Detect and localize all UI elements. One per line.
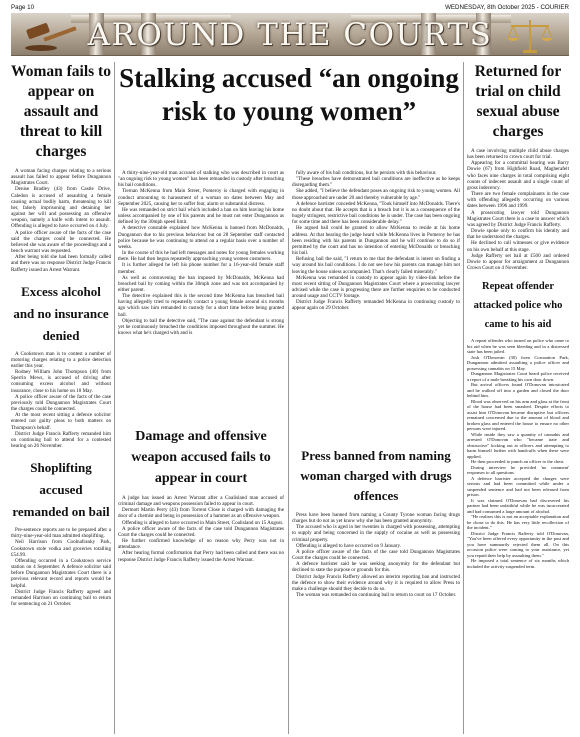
paragraph: As well as contravening the ban imposed by McDonalds, McKenna had breached bail by coming within the 30mph zone and was not accompanied by either parent.	[118, 274, 284, 293]
paragraph: "He realises this is not an acceptable explanation and he chose to do this. He has very little recollection of the incident."	[467, 514, 569, 531]
page-number: Page 10	[11, 4, 35, 11]
column-rule	[288, 228, 289, 734]
headline-woman-fails: Woman fails to appear on assault and threat to kill charges	[11, 63, 111, 160]
paragraph: He imposed a total sentence of six months which included the activity suspended term.	[467, 558, 569, 569]
stalking-column-right	[292, 170, 460, 312]
paragraph: There are two female complainants in the case with offending allegedly occurring on various dates between 1996 and 1999.	[467, 191, 569, 210]
headline-stalking: Stalking accused “an ongoing risk to young women”	[119, 63, 459, 126]
paragraph: fully aware of his bail conditions, but he persists with this behaviour.	[296, 170, 437, 176]
paragraph: Rodney William John Thompson (40) from Sperrin Mews, is accused of driving after consuming excess alcohol and without insurance, close to his home on 18 May.	[11, 369, 111, 394]
paragraph: The detective explained this is the second time McKenna has breached bail having allegedly tried to repeatedly contact a young female around six months ago which saw him remanded in custody for a short time before being granted bail.	[118, 293, 284, 318]
paragraph: A defence barrister said he was seeking anonymity for the defendant but declined to state the purpose or grounds for this.	[292, 561, 460, 574]
paragraph: Dowie spoke only to confirm his identity and that he understood the charges.	[467, 228, 569, 241]
article-body-excess	[11, 351, 111, 450]
paragraph: He argued bail could be granted to allow McKenna to reside at his home address. At that hearing the judge heard while McKenna lives in Pomeroy he has been residing with his parents in Dungannon and he will continue to do so if permitted by the court and has no intention of entering McDonalds or breaching his bail.	[292, 225, 460, 257]
column-rule	[463, 62, 464, 734]
paragraph: District Judge Francis Rafferty remanded McKenna in continuing custody to appear again on 29 October.	[292, 299, 460, 312]
paragraph: A Cookstown man is to contest a number of motoring charges relating to a police detection earlier this year.	[11, 350, 111, 369]
paragraph: A defence barrister conceded McKenna, "Took himself into McDonalds. There's no doubt about that. He accepts that is a breach but it is as a consequence of the hugely stringent, restrictive bail conditions he is under. The case has been ongoing for some time and there has been considerable delay."	[292, 200, 460, 226]
paragraph: A repeat offender who turned on police who came to his aid when he was seen bleeding and in a distressed state has been jailed.	[467, 338, 569, 355]
headline-returned-for-trial: Returned for trial on child sexual abuse charges	[474, 63, 562, 140]
paragraph: Offending is alleged to have occurred on 9 January.	[296, 542, 401, 549]
headline-repeat-offender: Repeat offender attacked police who came to his aid	[473, 281, 563, 331]
column-rule	[114, 62, 115, 734]
paragraph: He further confirmed knowledge of no reason why Perry was not in attendance.	[118, 538, 284, 551]
paragraph: During interview he provided 'no comment' responses to all questions.	[467, 464, 569, 476]
paragraph: Blood was observed on his arm and glass at the front of the house had been smashed. Despite efforts to assist him O'Donovan became disruptive but officers remained concerned due to the amount of blood and broken glass and entered the house to ensure no other persons were injured.	[467, 398, 569, 432]
paragraph: A prosecuting lawyer told Dungannon Magistrates Court there is a case to answer which was agreed by District Judge Francis Rafferty.	[467, 209, 569, 228]
paragraph: Objecting to bail the detective said, "The case against the defendant is strong yet he continuously breached the conditions imposed throughout the summer. He knows what he's charged with and is	[118, 317, 284, 337]
paragraph: She added, "I believe the defendant poses an ongoing risk to young women. All those approached are under 20 and thereby vulnerable by age."	[292, 188, 460, 201]
article-body-press	[292, 512, 460, 598]
article-body-stalking-right	[292, 170, 460, 312]
paragraph: While inside they saw a quantity of cannabis and arrested O'Donovan who "became irate and obstructive" kicking out at officers and attempting to harm himself further with handcuffs when these were applied.	[467, 431, 569, 459]
article-body-shoplifting	[11, 527, 111, 607]
section-banner	[11, 13, 569, 56]
headline-excess-alcohol: Excess alcohol and no insurance denied	[13, 283, 109, 343]
paragraph: A police officer aware of the facts of the case said the charges could be connected. He believed she was aware of the proceedings and a bench warrant was requested.	[11, 229, 111, 255]
paragraph: Offending is alleged to have occurred in Main Street, Coalisland on 15 August.	[122, 519, 284, 526]
paragraph: A detective constable explained how McKenna is banned from McDonalds, Dungannon due to his previous behaviour but on 28 September staff contacted police because he was continuing to attend on a regular basis over a number of weeks.	[118, 225, 284, 250]
paragraph: After hearing formal confirmation that Perry had been called and there was no response District Judge Francis Rafferty issued the Arrest Warrant.	[118, 550, 284, 563]
paragraph: Offending occurred in a Cookstown service station on 4 September. A defence solicitor said before Dungannon Magistrates Court there is a previous relevant record and reports would be helpful.	[11, 557, 111, 589]
paragraph: The woman was remanded on continuing bail to return to court on 17 October.	[296, 592, 457, 599]
paragraph: District Judge Francis Rafferty told O'Donovan, "You've been offered every opportunity in the past and you have summarily rejected them all. On this occasion police were coming to your assistance, yet you repaid their help by assaulting them."	[467, 530, 569, 558]
paragraph: A defence barrister accepted the charges were serious and had been committed while under a suspended sentence and had not been released from prison.	[467, 475, 569, 498]
article-body-returned	[467, 148, 569, 271]
paragraph: He then proceeded to punch an officer to the chest.	[471, 459, 565, 465]
paragraph: A case involving multiple child abuse charges has been returned to crown court for trial.	[467, 148, 569, 161]
article-body-stalking-left	[118, 170, 284, 336]
paragraph: In the course of this he had left messages and notes for young females working there. He had then begun repeatedly approaching young women customers.	[118, 250, 284, 263]
article-damage	[118, 426, 284, 563]
paragraph: Denise Bradley (43) from Castle Drive, Caledon is accused of assaulting a female causing actual bodily harm, threatening to kill her, falsely imprisoning and detaining her against her will and possessing an offensive weapon, namely a knife with intent to assault. Offending is alleged to have occurred on 4 July.	[11, 186, 111, 230]
paragraph: After being told she had been formally called and there was no response District Judge Francis Rafferty issued an Arrest Warrant.	[11, 254, 111, 273]
paragraph: Neil Harrison from Coolnafranky Park, Cookstown stole vodka and groceries totalling £54.99.	[11, 539, 111, 558]
headline-damage: Damage and offensive weapon accused fails to appear in court	[131, 429, 271, 486]
paragraph: A judge has issued an Arrest Warrant after a Coalisland man accused of criminal damage and weapons possession failed to appear in court.	[118, 495, 284, 508]
paragraph: But arrival officers found O'Donovan intoxicated and he walked off into a garden and closed the door behind him.	[467, 382, 569, 399]
article-press	[292, 446, 460, 598]
headline-shoplifting: Shoplifting accused remanded on bail	[12, 460, 110, 520]
article-body-woman	[11, 168, 111, 273]
headline-press-banned: Press banned from naming woman charged with drugs offences	[300, 448, 452, 503]
paragraph: District Judge Francis Rafferty allowed an interim reporting ban and instructed the defence to show their evidence around why it is required to allow Press to make a challenge should they decide to do so.	[292, 573, 460, 592]
paragraph: At the most recent sitting a defence solicitor entered not guilty pleas to both matters on Thompson's behalf.	[11, 412, 111, 431]
paragraph: It was claimed O'Donovan had discovered his partner had been unfaithful while he was incarcerated and had consumed a large amount of alcohol.	[467, 497, 569, 514]
paragraph: Appearing for a committal hearing was Barry Dowie (67) from Highfield Road, Magherafelt who faces nine charges in total comprising eight counts of indecent assault and a single count of gross indecency.	[467, 160, 569, 191]
issue-date: WEDNESDAY, 8th October 2025 - COURIER	[445, 4, 569, 11]
paragraph: It is further alleged he left his phone number for a 16-year-old female staff member.	[118, 262, 284, 275]
paragraph: A thirty-nine-year-old man accused of stalking who was described in court as "an ongoing risk to young women" has been remanded in custody after breaching his bail conditions.	[118, 170, 284, 189]
paragraph: "These breaches have demonstrated bail conditions are ineffective as he keeps disregarding them."	[292, 176, 460, 189]
paragraph: Judge Rafferty set bail at £500 and ordered Dowie to appear for arraignment at Dungannon Crown Court on 4 November.	[467, 252, 569, 271]
paragraph: Refusing bail the said, "I return to me that the defendant is intent on finding a way around his bail conditions. I do not see how his parents can manage him not leaving the house unless accompanied. That's clearly failed miserably."	[292, 256, 460, 275]
paragraph: He was remanded on strict bail which included a ban on him leaving his home unless accompanied by one of his parents and he must not enter Dungannon as defined by the 30mph speed limit.	[118, 206, 284, 226]
scales-of-justice-icon	[505, 18, 555, 54]
right-column	[467, 60, 569, 569]
left-column	[11, 60, 111, 607]
paragraph: District Judge Francis Rafferty remanded him on continuing bail to attend for a contested hearing on 26 November.	[11, 430, 111, 449]
page-folio	[11, 3, 569, 13]
paragraph: Dermott Martin Perry (43) from Torrent Close is charged with damaging the door of a chemist and being in possession of a hammer as an offensive weapon.	[118, 507, 284, 520]
paragraph: A police officer aware of the facts of the case previously told Dungannon Magistrates Court the charges could be connected.	[11, 393, 111, 413]
stalking-column-left	[118, 170, 284, 336]
paragraph: Press have been banned from naming a County Tyrone woman facing drugs charges but do not as yet know why she has been granted anonymity.	[292, 512, 460, 525]
banner-title: AROUND THE COURTS	[87, 17, 493, 53]
article-body-damage	[118, 495, 284, 563]
paragraph: The accused who is aged in her twenties is charged with possessing, attempting to supply and being concerned in the supply of cocaine as well as possessing criminal property.	[292, 524, 460, 543]
paragraph: Josh O'Donovan (30) from Coronation Park, Dungannon admitted assaulting a police officer and possessing cannabis on 15 May.	[467, 354, 569, 371]
paragraph: A woman facing charges relating to a serious assault has failed to appear before Dungannon Magistrates Court.	[11, 168, 111, 187]
paragraph: A police officer aware of the facts of the case told Dungannon Magistrates Court the charges could be connected.	[118, 525, 284, 538]
paragraph: District Judge Francis Rafferty agreed and remanded Harrison on continuing bail to return for sentencing on 21 October.	[11, 588, 111, 608]
paragraph: McKenna was remanded in custody to appear again by video-link before the most recent sitting of Dungannon Magistrates Court where a prosecuting lawyer advised while the case is progressing there are further enquiries to be conducted around usage and CCTV footage.	[292, 274, 460, 300]
paragraph: A police officer aware of the facts of the case told Dungannon Magistrates Court the charges could be connected.	[292, 548, 460, 562]
lead-article-stalking	[118, 60, 460, 128]
article-body-repeat	[467, 338, 569, 569]
paragraph: Dungannon Magistrates Court heard police received a report of a male breaking his own door down.	[467, 371, 569, 382]
paragraph: Tiernan McKenna from Main Street, Pomeroy is charged with engaging in conduct amounting to harassment of a woman on dates between May and September 2025, causing her to suffer fear, alarm or substantial distress.	[118, 188, 284, 207]
paragraph: Pre-sentence reports are to be prepared after a thirty-nine-year-old man admitted shoplifting.	[11, 527, 111, 540]
paragraph: He declined to call witnesses or give evidence on his own behalf at this stage.	[467, 240, 569, 253]
